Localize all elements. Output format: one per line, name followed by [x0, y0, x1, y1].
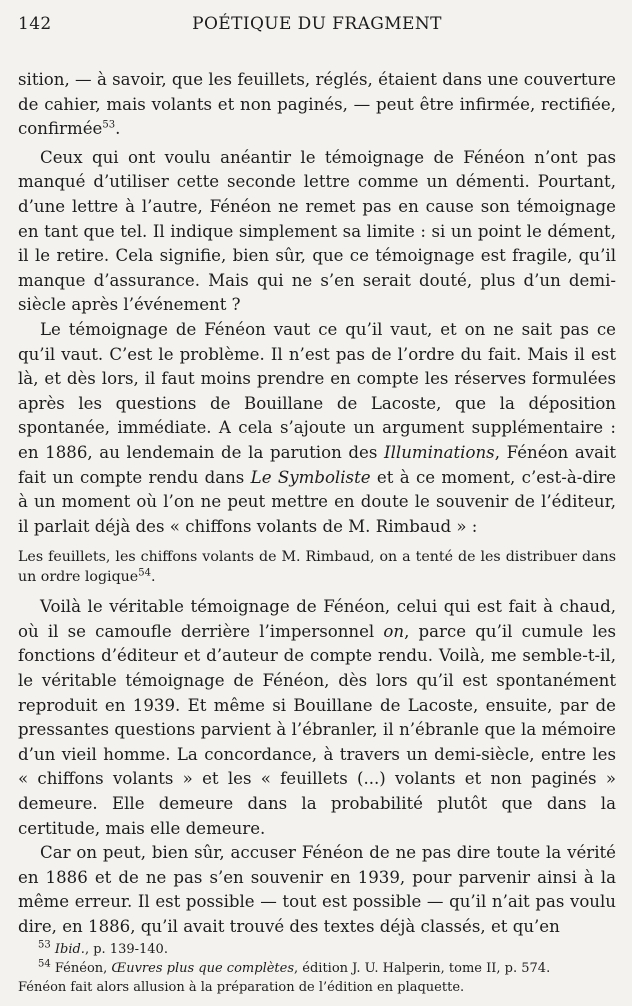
footnote-ref: 54 [138, 567, 151, 579]
footnote-number: 54 [38, 958, 51, 970]
footnote-continuation: Fénéon fait alors allusion à la préparation de l’édition en plaquette. [18, 980, 465, 995]
page-number: 142 [18, 14, 52, 34]
page-header [18, 14, 616, 40]
italic-word: on [383, 621, 405, 641]
italic-text: Ibid. [54, 942, 85, 957]
block-quote [18, 547, 616, 587]
text-run: Fénéon, [54, 961, 112, 976]
paragraph [18, 595, 616, 841]
paragraph-continuation [18, 68, 616, 142]
quote-text: Les feuillets, les chiffons volants de M. Rimbaud, on a tenté de les distribuer dans un ordre logique [18, 549, 616, 586]
text-run: et à ce moment, c’est-à-dire à un moment où l’on ne peut mettre en doute le souvenir de l’éditeur, il parlait déjà des « chiffons volants de M. Rimbaud » : [18, 467, 617, 536]
text-run: , Fénéon avait fait un compte rendu dans [18, 442, 616, 487]
footnote-number: 53 [38, 939, 51, 951]
footnote-ref: 53 [102, 119, 116, 131]
italic-title: Illuminations [384, 442, 495, 462]
italic-title: Œuvres plus que complètes [111, 961, 295, 976]
paragraph: Car on peut, bien sûr, accuser Fénéon de ne pas dire toute la vérité en 1886 et de ne pas s’en souvenir en 1939, pour parvenir ainsi à la même erreur. Il est possible — tout est possible — qu’il n’ait pas voulu dire, en 1886, qu’il avait trouvé des textes déjà classés, et qu’en [18, 843, 616, 936]
text-run: , édition J. U. Halperin, tome II, p. 574. [294, 961, 551, 976]
text-run: , parce qu’il cumule les fonctions d’éditeur et d’auteur de compte rendu. Voilà, me semble-t-il, le véritable témoignage de Fénéon, dès lors qu’il est spontanément reproduit en 1939. Et même si Bouillane de Lacoste, ensuite, par de pressantes questions parvient à l’ébranler, il n’ébranle que la mémoire d’un vieil homme. La concordance, à travers un demi-siècle, entre les « chiffons volants » et les « feuillets (...) volants et non paginés » demeure. Elle demeure dans la probabilité plutôt que dans la certitude, mais elle demeure. [18, 621, 616, 838]
footnote [18, 959, 616, 978]
text-run: . [150, 569, 156, 586]
text-run: Le témoignage de Fénéon vaut ce qu’il vaut, et on ne sait pas ce qu’il vaut. C’est le problème. Il n’est pas de l’ordre du fait. Mais il est là, et dès lors, il faut moins prendre en compte les réserves formulées après les questions de Bouillane de Lacoste, que la déposition spontanée, immédiate. A cela s’ajoute un argument supplémentaire : en 1886, au lendemain de la parution des [18, 319, 616, 462]
text-run: sition, — à savoir, que les feuillets, réglés, étaient dans une couverture de cahier, mais volants et non paginés, — peut être infirmée, rectifiée, confirmée [18, 70, 616, 139]
text-run: , p. 139-140. [84, 942, 168, 957]
text-run: Voilà le véritable témoignage de Fénéon, celui qui est fait à chaud, où il se camoufle derrière l’impersonnel [18, 597, 616, 641]
text-run: . [115, 119, 121, 139]
italic-title: Le Symboliste [250, 467, 371, 487]
footnote [18, 940, 616, 959]
body-text [18, 68, 616, 940]
book-page [18, 14, 616, 940]
paragraph: Ceux qui ont voulu anéantir le témoignage de Fénéon n’ont pas manqué d’utiliser cette seconde lettre comme un démenti. Pourtant, d’une lettre à l’autre, Fénéon ne remet pas en cause son témoignage en tant que tel. Il indique simplement sa limite : si un point le dément, il le retire. Cela signifie, bien sûr, que ce témoignage est fragile, qu’il manque d’assurance. Mais qui ne s’en serait douté, plus d’un demi-siècle après l’événement ? [18, 147, 616, 315]
paragraph [18, 318, 616, 539]
running-head: POÉTIQUE DU FRAGMENT [192, 14, 442, 34]
footnotes [18, 940, 616, 997]
